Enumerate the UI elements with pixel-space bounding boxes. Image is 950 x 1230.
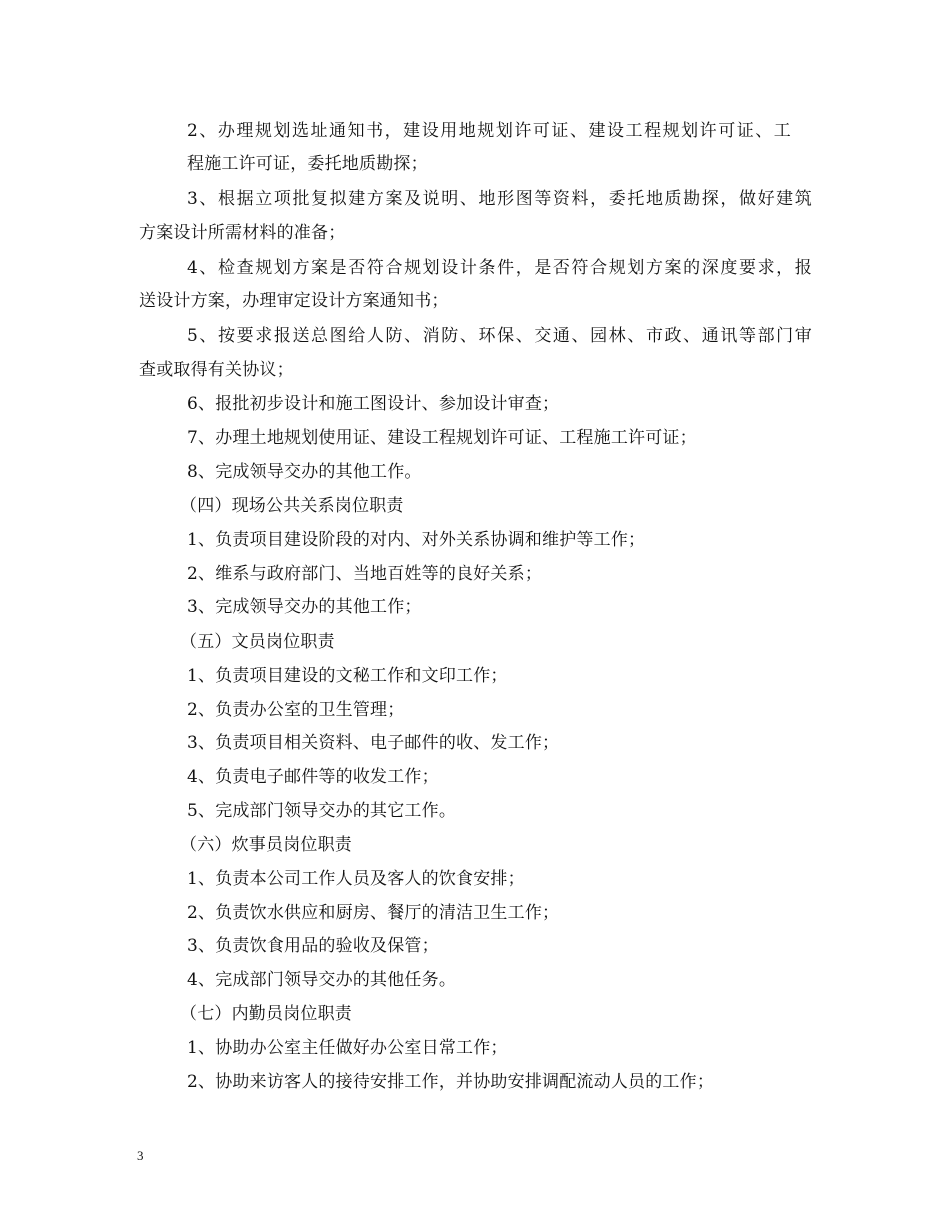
paragraph-line: 4、完成部门领导交办的其他任务。 [187,970,457,990]
paragraph-line: 3、负责饮食用品的验收及保管； [187,936,439,956]
paragraph-line: 1、负责本公司工作人员及客人的饮食安排； [187,869,525,889]
page-number: 3 [137,1148,144,1163]
paragraph-line: 查或取得有关协议； [139,360,294,380]
paragraph-line: 方案设计所需材料的准备； [139,223,346,243]
paragraph-line: 2、协助来访客人的接待安排工作，并协助安排调配流动人员的工作； [187,1072,715,1092]
paragraph-line: 送设计方案，办理审定设计方案通知书； [139,291,449,311]
paragraph-line: 5、按要求报送总图给人防、消防、环保、交通、园林、市政、通讯等部门审 [187,326,812,346]
paragraph-line: 2、负责饮水供应和厨房、餐厅的清洁卫生工作； [187,903,560,923]
section-heading: （六）炊事员岗位职责 [180,835,352,855]
paragraph-line: 3、负责项目相关资料、电子邮件的收、发工作； [187,733,560,753]
paragraph-line: 4、负责电子邮件等的收发工作； [187,767,439,787]
paragraph-line: 7、办理土地规划使用证、建设工程规划许可证、工程施工许可证； [187,428,697,448]
paragraph-line: 2、负责办公室的卫生管理； [187,700,405,720]
section-heading: （七）内勤员岗位职责 [180,1004,352,1024]
paragraph-line: 1、负责项目建设阶段的对内、对外关系协调和维护等工作； [187,530,646,550]
paragraph-line: 2、维系与政府部门、当地百姓等的良好关系； [187,564,543,584]
paragraph-line: 8、完成领导交办的其他工作。 [187,462,422,482]
paragraph-line: 3、根据立项批复拟建方案及说明、地形图等资料，委托地质勘探，做好建筑 [187,189,812,209]
paragraph-line: 3、完成领导交办的其他工作； [187,597,422,617]
section-heading: （四）现场公共关系岗位职责 [180,496,404,516]
paragraph-line: 5、完成部门领导交办的其它工作。 [187,801,457,821]
paragraph-line: 6、报批初步设计和施工图设计、参加设计审查； [187,394,560,414]
section-heading: （五）文员岗位职责 [180,632,335,652]
paragraph-line: 4、检查规划方案是否符合规划设计条件，是否符合规划方案的深度要求，报 [187,258,812,278]
paragraph-line: 2、办理规划选址通知书，建设用地规划许可证、建设工程规划许可证、工 [187,121,791,141]
paragraph-line: 1、协助办公室主任做好办公室日常工作； [187,1038,508,1058]
paragraph-line: 1、负责项目建设的文秘工作和文印工作； [187,666,508,686]
paragraph-line: 程施工许可证，委托地质勘探； [187,154,428,174]
